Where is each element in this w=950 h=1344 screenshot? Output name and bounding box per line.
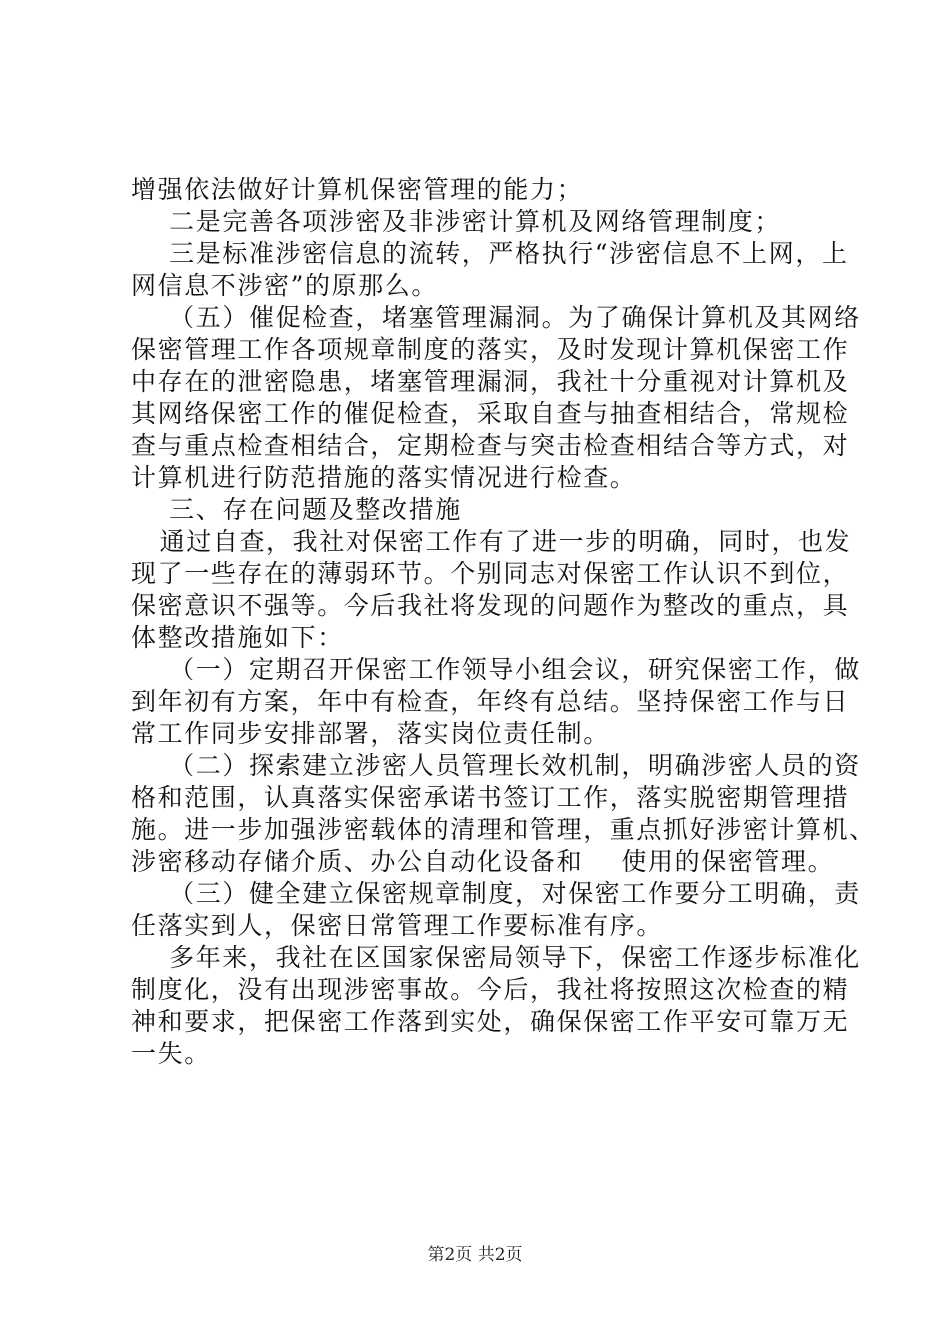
text-line: 体整改措施如下： <box>131 623 344 652</box>
text-line: 一失。 <box>131 1039 211 1068</box>
text-line: 到年初有方案，年中有检查，年终有总结。坚持保密工作与日 <box>131 687 850 716</box>
section-heading: 三、存在问题及整改措施 <box>131 495 462 524</box>
text-line: 多年来，我社在区国家保密局领导下，保密工作逐步标准化 <box>131 943 861 972</box>
page-number-footer: 第2页 共2页 <box>427 1245 523 1265</box>
text-line: 涉密移动存储介质、办公自动化设备和 使用的保密管理。 <box>131 847 835 876</box>
text-line: 计算机进行防范措施的落实情况进行检查。 <box>131 463 637 492</box>
text-line: 查与重点检查相结合，定期检查与突击检查相结合等方式，对 <box>131 431 850 460</box>
text-line: 三是标准涉密信息的流转，严格执行“涉密信息不上网，上 <box>131 239 849 268</box>
text-line: 保密管理工作各项规章制度的落实，及时发现计算机保密工作 <box>131 335 850 364</box>
text-line: 制度化，没有出现涉密事故。今后，我社将按照这次检查的精 <box>131 975 850 1004</box>
text-line: 中存在的泄密隐患，堵塞管理漏洞，我社十分重视对计算机及 <box>131 367 850 396</box>
text-line: 现了一些存在的薄弱环节。个别同志对保密工作认识不到位， <box>131 559 850 588</box>
text-line: （一）定期召开保密工作领导小组会议，研究保密工作，做 <box>131 655 861 684</box>
text-line: 网信息不涉密”的原那么。 <box>131 271 438 300</box>
document-body <box>131 174 876 1070</box>
text-line: 施。进一步加强涉密载体的清理和管理，重点抓好涉密计算机、 <box>131 815 876 844</box>
text-line: 神和要求，把保密工作落到实处，确保保密工作平安可靠万无 <box>131 1007 850 1036</box>
text-line: （五）催促检查，堵塞管理漏洞。为了确保计算机及其网络 <box>131 303 861 332</box>
text-line: （三）健全建立保密规章制度，对保密工作要分工明确，责 <box>131 879 861 908</box>
text-line: 其网络保密工作的催促检查，采取自查与抽查相结合，常规检 <box>131 399 850 428</box>
text-line: 通过自查，我社对保密工作有了进一步的明确，同时，也发 <box>131 527 852 556</box>
text-line: 二是完善各项涉密及非涉密计算机及网络管理制度； <box>131 207 781 236</box>
text-line: 保密意识不强等。今后我社将发现的问题作为整改的重点，具 <box>131 591 850 620</box>
text-line: 任落实到人，保密日常管理工作要标准有序。 <box>131 911 664 940</box>
text-line: 格和范围，认真落实保密承诺书签订工作，落实脱密期管理措 <box>131 783 850 812</box>
text-line: 常工作同步安排部署，落实岗位责任制。 <box>131 719 610 748</box>
text-line: （二）探索建立涉密人员管理长效机制，明确涉密人员的资 <box>131 751 861 780</box>
text-line: 增强依法做好计算机保密管理的能力； <box>131 175 584 204</box>
